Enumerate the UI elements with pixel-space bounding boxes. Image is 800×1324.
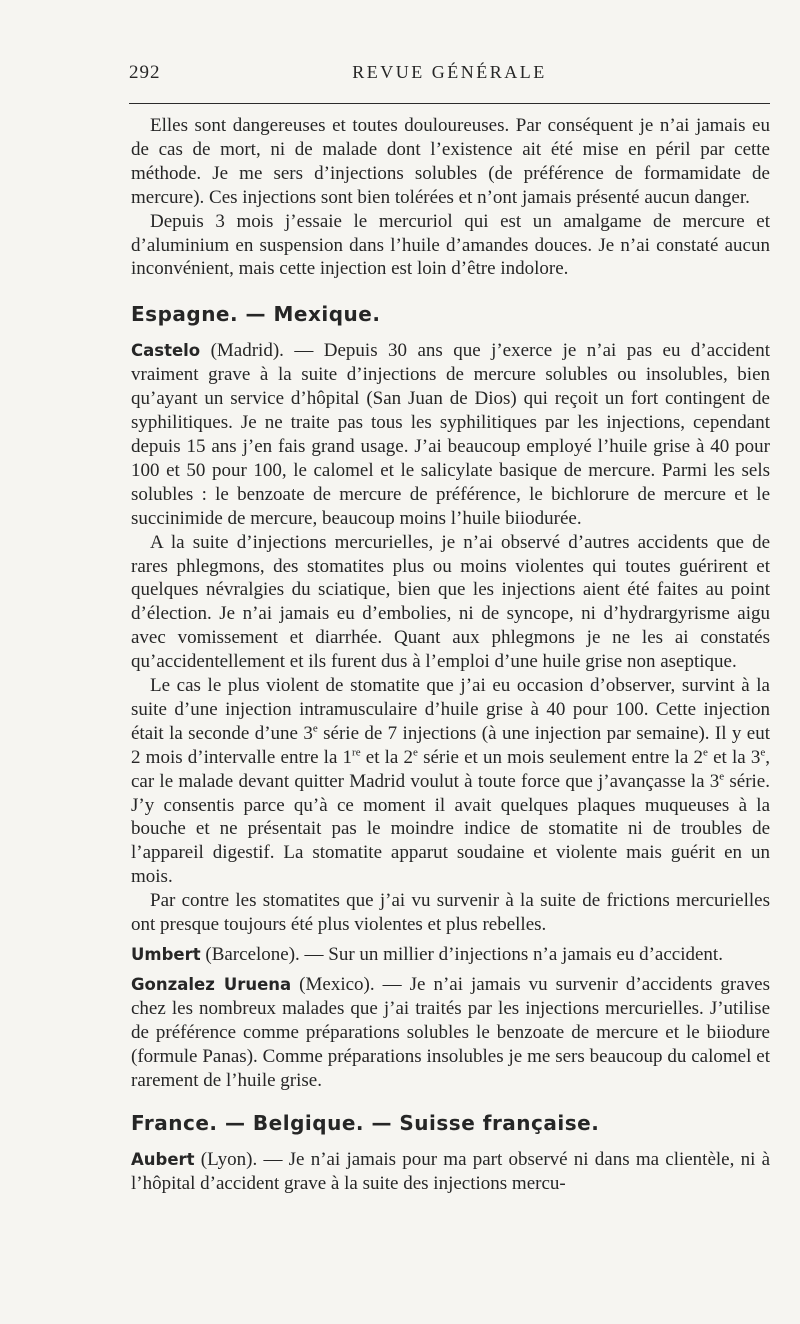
paragraph: A la suite d’injections mercurielles, je n’ai observé d’autres accidents que de rares phlegmons, des stomatites plus ou moins violentes qui toutes guérirent et quelques névralgies du sciatique, bien que les injections aient été faites au point d’élection. Je n’ai jamais eu d’embolies, ni de syncope, ni d’hydrargyrisme aigu avec vomissement et diarrhée. Quant aux phlegmons je ne les ai constatés qu’accidentellement et ils furent dus à l’emploi d’une huile grise non aseptique. <box>131 531 770 673</box>
author-name: Umbert <box>131 945 201 964</box>
paragraph: Elles sont dangereuses et toutes douloureuses. Par conséquent je n’ai jamais eu de cas de mort, ni de malade dont l’existence ait été mise en péril par cette méthode. Je me sers d’injections solubles (de préférence de formamidate de mercure). Ces injections sont bien tolérées et n’ont jamais présenté aucun danger. <box>131 115 770 208</box>
entry-umbert <box>131 943 770 967</box>
paragraph <box>131 674 770 889</box>
text-run: série de 7 injections (à une injection par semaine). Il y eut 2 mois d’intervalle entre la 1 <box>131 722 770 768</box>
text-run: série. J’y consentis parce qu’à ce moment il avait quelques plaques muqueuses à la bouche et ne présentait pas le moindre indice de stomatite ni de troubles de l’appareil digestif. La stomatite apparut soudaine et violente mais guérit en un mois. <box>131 770 770 888</box>
superscript: e <box>703 746 708 759</box>
entry-aubert <box>131 1148 770 1196</box>
entry-gonzalez-uruena <box>131 973 770 1093</box>
section-heading-france-belgique-suisse: France. — Belgique. — Suisse française. <box>131 1111 600 1136</box>
superscript: e <box>413 746 418 759</box>
header-rule <box>129 103 770 104</box>
entry-text: (Madrid). — Depuis 30 ans que j’exerce je n’ai pas eu d’accident vraiment grave à la suite d’injections de mercure solubles ou insolubles, bien qu’ayant un service d’hôpital (San Juan de Dios) qui reçoit un fort contingent de syphilitiques. Je ne traite pas tous les syphilitiques par les injections, cependant depuis 15 ans j’en fais grand usage. J’ai beaucoup employé l’huile grise à 40 pour 100 et 50 pour 100, le calomel et le salicylate basique de mercure. Parmi les sels solubles : le benzoate de mercure de préférence, le bichlorure de mercure et le succinimide de mercure, beaucoup moins l’huile biiodurée. <box>131 340 770 529</box>
text-run: série et un mois seulement entre la 2 <box>417 746 704 768</box>
text-run: Le cas le plus violent de stomatite que j’ai eu occasion d’observer, survint à la suite d’une injection intramusculaire d’huile grise à 40 pour 100. Cette injection était la seconde d’une 3 <box>131 675 770 744</box>
superscript: e <box>719 770 725 783</box>
superscript: re <box>352 746 361 759</box>
author-name: Castelo <box>131 341 201 361</box>
running-title: REVUE GÉNÉRALE <box>352 62 547 82</box>
section-heading-spain-mexico: Espagne. — Mexique. <box>131 302 381 327</box>
author-name: Aubert <box>131 1150 195 1170</box>
entry-castelo <box>131 339 770 530</box>
page-header <box>129 62 770 86</box>
entry-text: (Lyon). — Je n’ai jamais pour ma part observé ni dans ma clientèle, ni à l’hôpital d’accident grave à la suite des injections mercu- <box>131 1149 770 1195</box>
body-text <box>131 114 770 1196</box>
text-run: et la 2 <box>360 746 414 768</box>
author-name: Gonzalez Uruena <box>131 974 292 994</box>
paragraph: Par contre les stomatites que j’ai vu survenir à la suite de frictions mercurielles ont presque toujours été plus violentes et plus rebelles. <box>131 890 770 936</box>
superscript: e <box>312 722 318 735</box>
text-run: et la 3 <box>707 746 761 768</box>
entry-text: (Barcelone). — Sur un millier d’injections n’a jamais eu d’accident. <box>200 944 723 965</box>
text-run: , car le malade devant quitter Madrid voulut à toute force que j’avançasse la 3 <box>131 746 770 792</box>
page-number: 292 <box>129 62 161 83</box>
entry-text: (Mexico). — Je n’ai jamais vu survenir d’accidents graves chez les nombreux malades que j’ai traités par les injections mercurielles. J’utilise de préférence comme préparations solubles le benzoate de mercure et le biiodure (formule Panas). Comme préparations insolubles je me sers beaucoup du calomel et rarement de l’huile grise. <box>131 973 770 1091</box>
paragraph: Depuis 3 mois j’essaie le mercuriol qui est un amalgame de mercure et d’aluminium en suspension dans l’huile d’amandes douces. Je n’ai constaté aucun inconvénient, mais cette injection est loin d’être indolore. <box>131 210 770 280</box>
superscript: e <box>760 746 766 759</box>
